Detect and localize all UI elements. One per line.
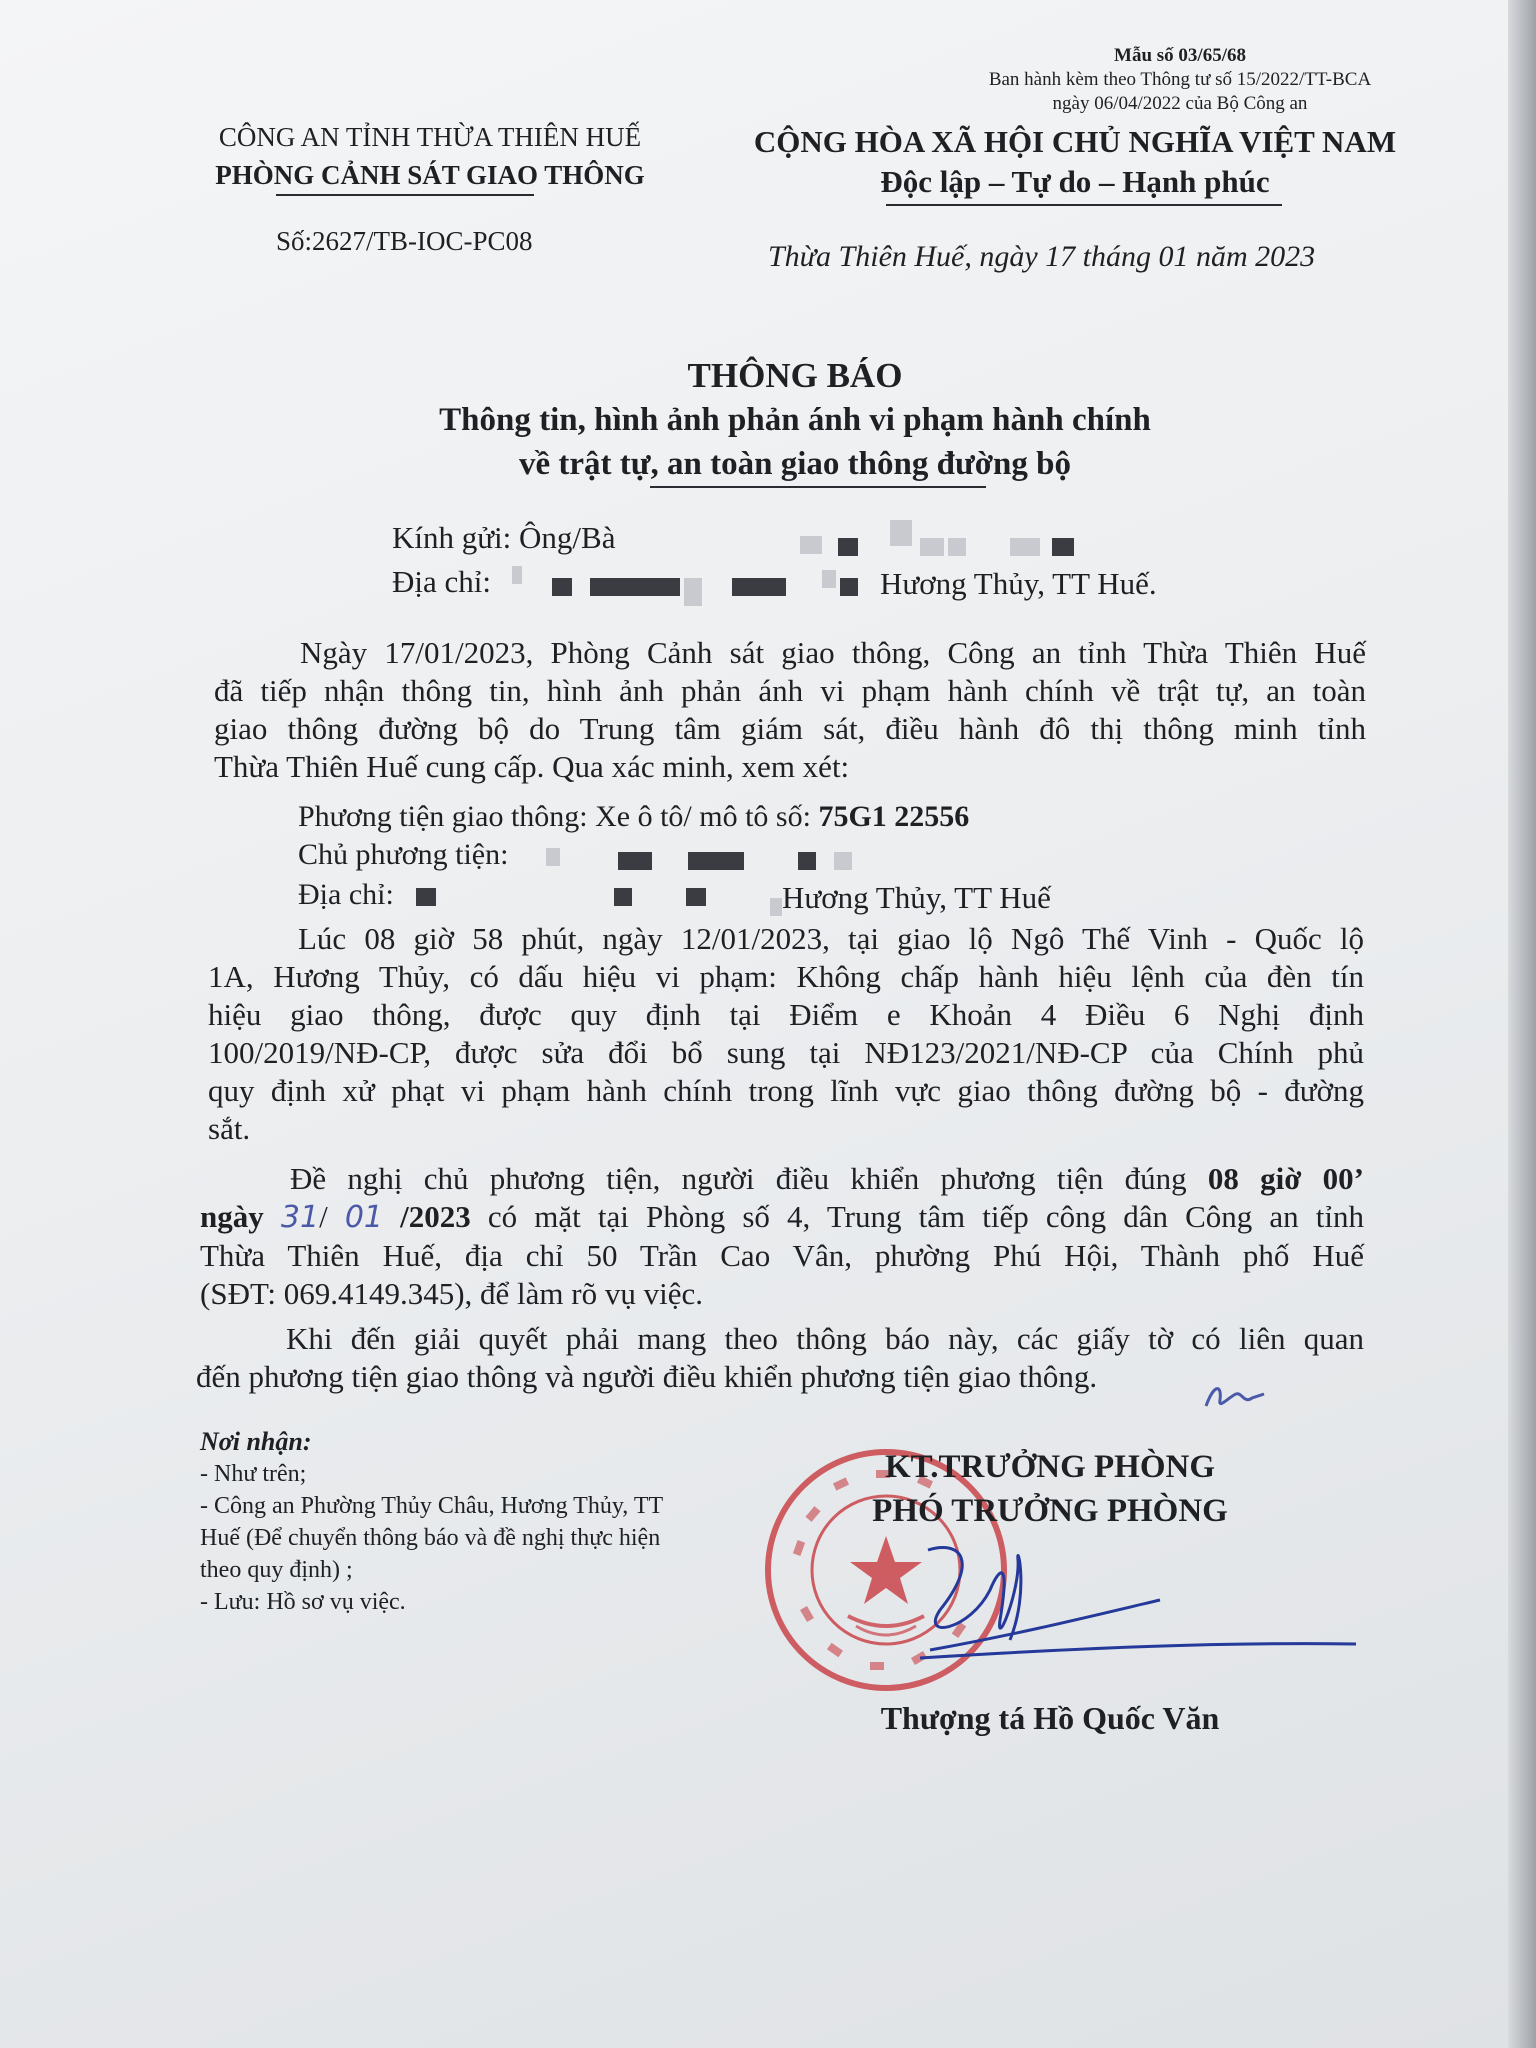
- paragraph-instructions: [196, 1320, 1364, 1396]
- title-sub2: về trật tự, an toàn giao thông đường bộ: [518, 446, 1071, 482]
- redacted-block: [732, 578, 786, 596]
- receiver-item: theo quy định) ;: [200, 1557, 353, 1583]
- agency-header: [150, 118, 710, 194]
- redacted-block: [798, 852, 816, 870]
- title-sub1: Thông tin, hình ảnh phản ánh vi phạm hành chính: [439, 402, 1151, 438]
- p1-line: giao thông đường bộ do Trung tâm giám sát, điều hành đô thị thông minh tỉnh: [214, 711, 1366, 746]
- p3-line1-text: Đề nghị chủ phương tiện, người điều khiển phương tiện đúng: [290, 1161, 1187, 1196]
- address-tail: Hương Thủy, TT Huế.: [880, 566, 1157, 601]
- redacted-block: [1052, 538, 1074, 556]
- vehicle-label: Phương tiện giao thông: Xe ô tô/ mô tô số:: [298, 800, 811, 833]
- notice-title: [300, 354, 1290, 486]
- signature-line2: PHÓ TRƯỞNG PHÒNG: [872, 1493, 1228, 1529]
- paragraph-received: [214, 634, 1366, 786]
- p1-line: Thừa Thiên Huế cung cấp. Qua xác minh, xem xét:: [214, 749, 850, 784]
- motto-underline: [886, 204, 1282, 206]
- redacted-block: [552, 578, 572, 596]
- address-label: Địa chỉ:: [392, 564, 491, 599]
- receiver-item: - Như trên;: [200, 1461, 307, 1487]
- redacted-block: [688, 852, 744, 870]
- p2-line: quy định xử phạt vi phạm hành chính trong lĩnh vực giao thông đường bộ - đường: [208, 1073, 1364, 1108]
- redacted-block: [920, 538, 944, 556]
- form-code: Mẫu số 03/65/68: [1114, 45, 1246, 66]
- redacted-block: [1010, 538, 1040, 556]
- title-underline: [650, 486, 986, 488]
- p4-line: đến phương tiện giao thông và người điều khiển phương tiện giao thông.: [196, 1359, 1098, 1394]
- p2-line: Lúc 08 giờ 58 phút, ngày 12/01/2023, tại giao lộ Ngô Thế Vinh - Quốc lộ: [298, 921, 1364, 956]
- p2-line: hiệu giao thông, được quy định tại Điểm e Khoản 4 Điều 6 Nghị định: [208, 997, 1364, 1032]
- redacted-block: [822, 570, 836, 588]
- form-code-block: [900, 44, 1460, 116]
- redacted-block: [948, 538, 966, 556]
- redacted-block: [800, 536, 822, 554]
- handwritten-month: 01: [344, 1200, 383, 1235]
- agency-parent: CÔNG AN TỈNH THỪA THIÊN HUẾ: [218, 122, 642, 152]
- form-issued-line2: ngày 06/04/2022 của Bộ Công an: [1052, 93, 1308, 114]
- receivers-block: [200, 1426, 663, 1618]
- p3-line: [200, 1198, 1364, 1237]
- paragraph-violation: [208, 920, 1364, 1148]
- owner-address-tail: Hương Thủy, TT Huế: [782, 880, 1051, 915]
- form-issued-line1: Ban hành kèm theo Thông tư số 15/2022/TT-BCA: [988, 69, 1372, 90]
- signer-name: Thượng tá Hồ Quốc Văn: [880, 1700, 1220, 1736]
- plate-number: 75G1 22556: [818, 800, 970, 833]
- redacted-block: [770, 898, 782, 916]
- redacted-block: [684, 578, 702, 606]
- p3-line: Thừa Thiên Huế, địa chỉ 50 Trần Cao Vân, phường Phú Hội, Thành phố Huế: [200, 1238, 1364, 1273]
- date-separator: /: [319, 1199, 328, 1234]
- signature-title: [840, 1445, 1260, 1533]
- document-number: Số:2627/TB-IOC-PC08: [276, 226, 533, 256]
- p2-line: sắt.: [208, 1111, 251, 1146]
- nation-motto: Độc lập – Tự do – Hạnh phúc: [880, 164, 1270, 199]
- handwritten-signature: [900, 1530, 1370, 1680]
- p3-line: [200, 1160, 1364, 1198]
- title-main: THÔNG BÁO: [687, 356, 903, 395]
- appointment-time: 08 giờ 00’: [1207, 1161, 1365, 1196]
- redacted-block: [890, 520, 912, 546]
- redacted-block: [834, 852, 852, 870]
- handwritten-day: 31: [280, 1200, 320, 1235]
- appointment-day-label: ngày: [200, 1199, 264, 1234]
- owner-label: Chủ phương tiện:: [298, 838, 509, 871]
- salutation-label: Kính gửi: Ông/Bà: [392, 520, 616, 555]
- owner-address-label: Địa chỉ:: [298, 878, 394, 911]
- redacted-block: [686, 888, 706, 906]
- receiver-item: - Lưu: Hồ sơ vụ việc.: [200, 1589, 406, 1615]
- nation-header: [720, 122, 1430, 202]
- signature-line1: KT.TRƯỞNG PHÒNG: [885, 1449, 1215, 1485]
- nation-name: CỘNG HÒA XÃ HỘI CHỦ NGHĨA VIỆT NAM: [753, 124, 1397, 159]
- receiver-item: Huế (Để chuyển thông báo và đề nghị thực hiện: [200, 1525, 661, 1551]
- p2-line: 100/2019/NĐ-CP, được sửa đổi bổ sung tại NĐ123/2021/NĐ-CP của Chính phủ: [208, 1035, 1364, 1070]
- p4-line: Khi đến giải quyết phải mang theo thông báo này, các giấy tờ có liên quan: [286, 1321, 1364, 1356]
- vehicle-line: [298, 800, 969, 834]
- p1-line: Ngày 17/01/2023, Phòng Cảnh sát giao thông, Công an tỉnh Thừa Thiên Huế: [300, 635, 1366, 670]
- p1-line: đã tiếp nhận thông tin, hình ảnh phản ánh vi phạm hành chính về trật tự, an toàn: [214, 673, 1366, 708]
- handwritten-initial-mark: [1200, 1376, 1270, 1416]
- redacted-block: [416, 888, 436, 906]
- page-edge-shadow: [1508, 0, 1536, 2048]
- p3-line: (SĐT: 069.4149.345), để làm rõ vụ việc.: [200, 1276, 703, 1311]
- redacted-block: [618, 852, 652, 870]
- appointment-year: /2023: [400, 1199, 471, 1234]
- p2-line: 1A, Hương Thủy, có dấu hiệu vi phạm: Không chấp hành hiệu lệnh của đèn tín: [208, 959, 1364, 994]
- redacted-block: [590, 578, 680, 596]
- redacted-block: [546, 848, 560, 866]
- p3-line2-text: có mặt tại Phòng số 4, Trung tâm tiếp công dân Công an tỉnh: [487, 1199, 1365, 1234]
- paragraph-summons: [200, 1160, 1364, 1313]
- place-date: Thừa Thiên Huế, ngày 17 tháng 01 năm 2023: [768, 240, 1316, 273]
- redacted-block: [840, 578, 858, 596]
- receiver-item: - Công an Phường Thủy Châu, Hương Thủy, TT: [200, 1493, 664, 1519]
- redacted-block: [838, 538, 858, 556]
- receivers-heading: Nơi nhận:: [200, 1427, 312, 1456]
- agency-underline: [276, 194, 534, 196]
- agency-unit: PHÒNG CẢNH SÁT GIAO THÔNG: [215, 160, 645, 190]
- redacted-block: [512, 566, 522, 584]
- redacted-block: [614, 888, 632, 906]
